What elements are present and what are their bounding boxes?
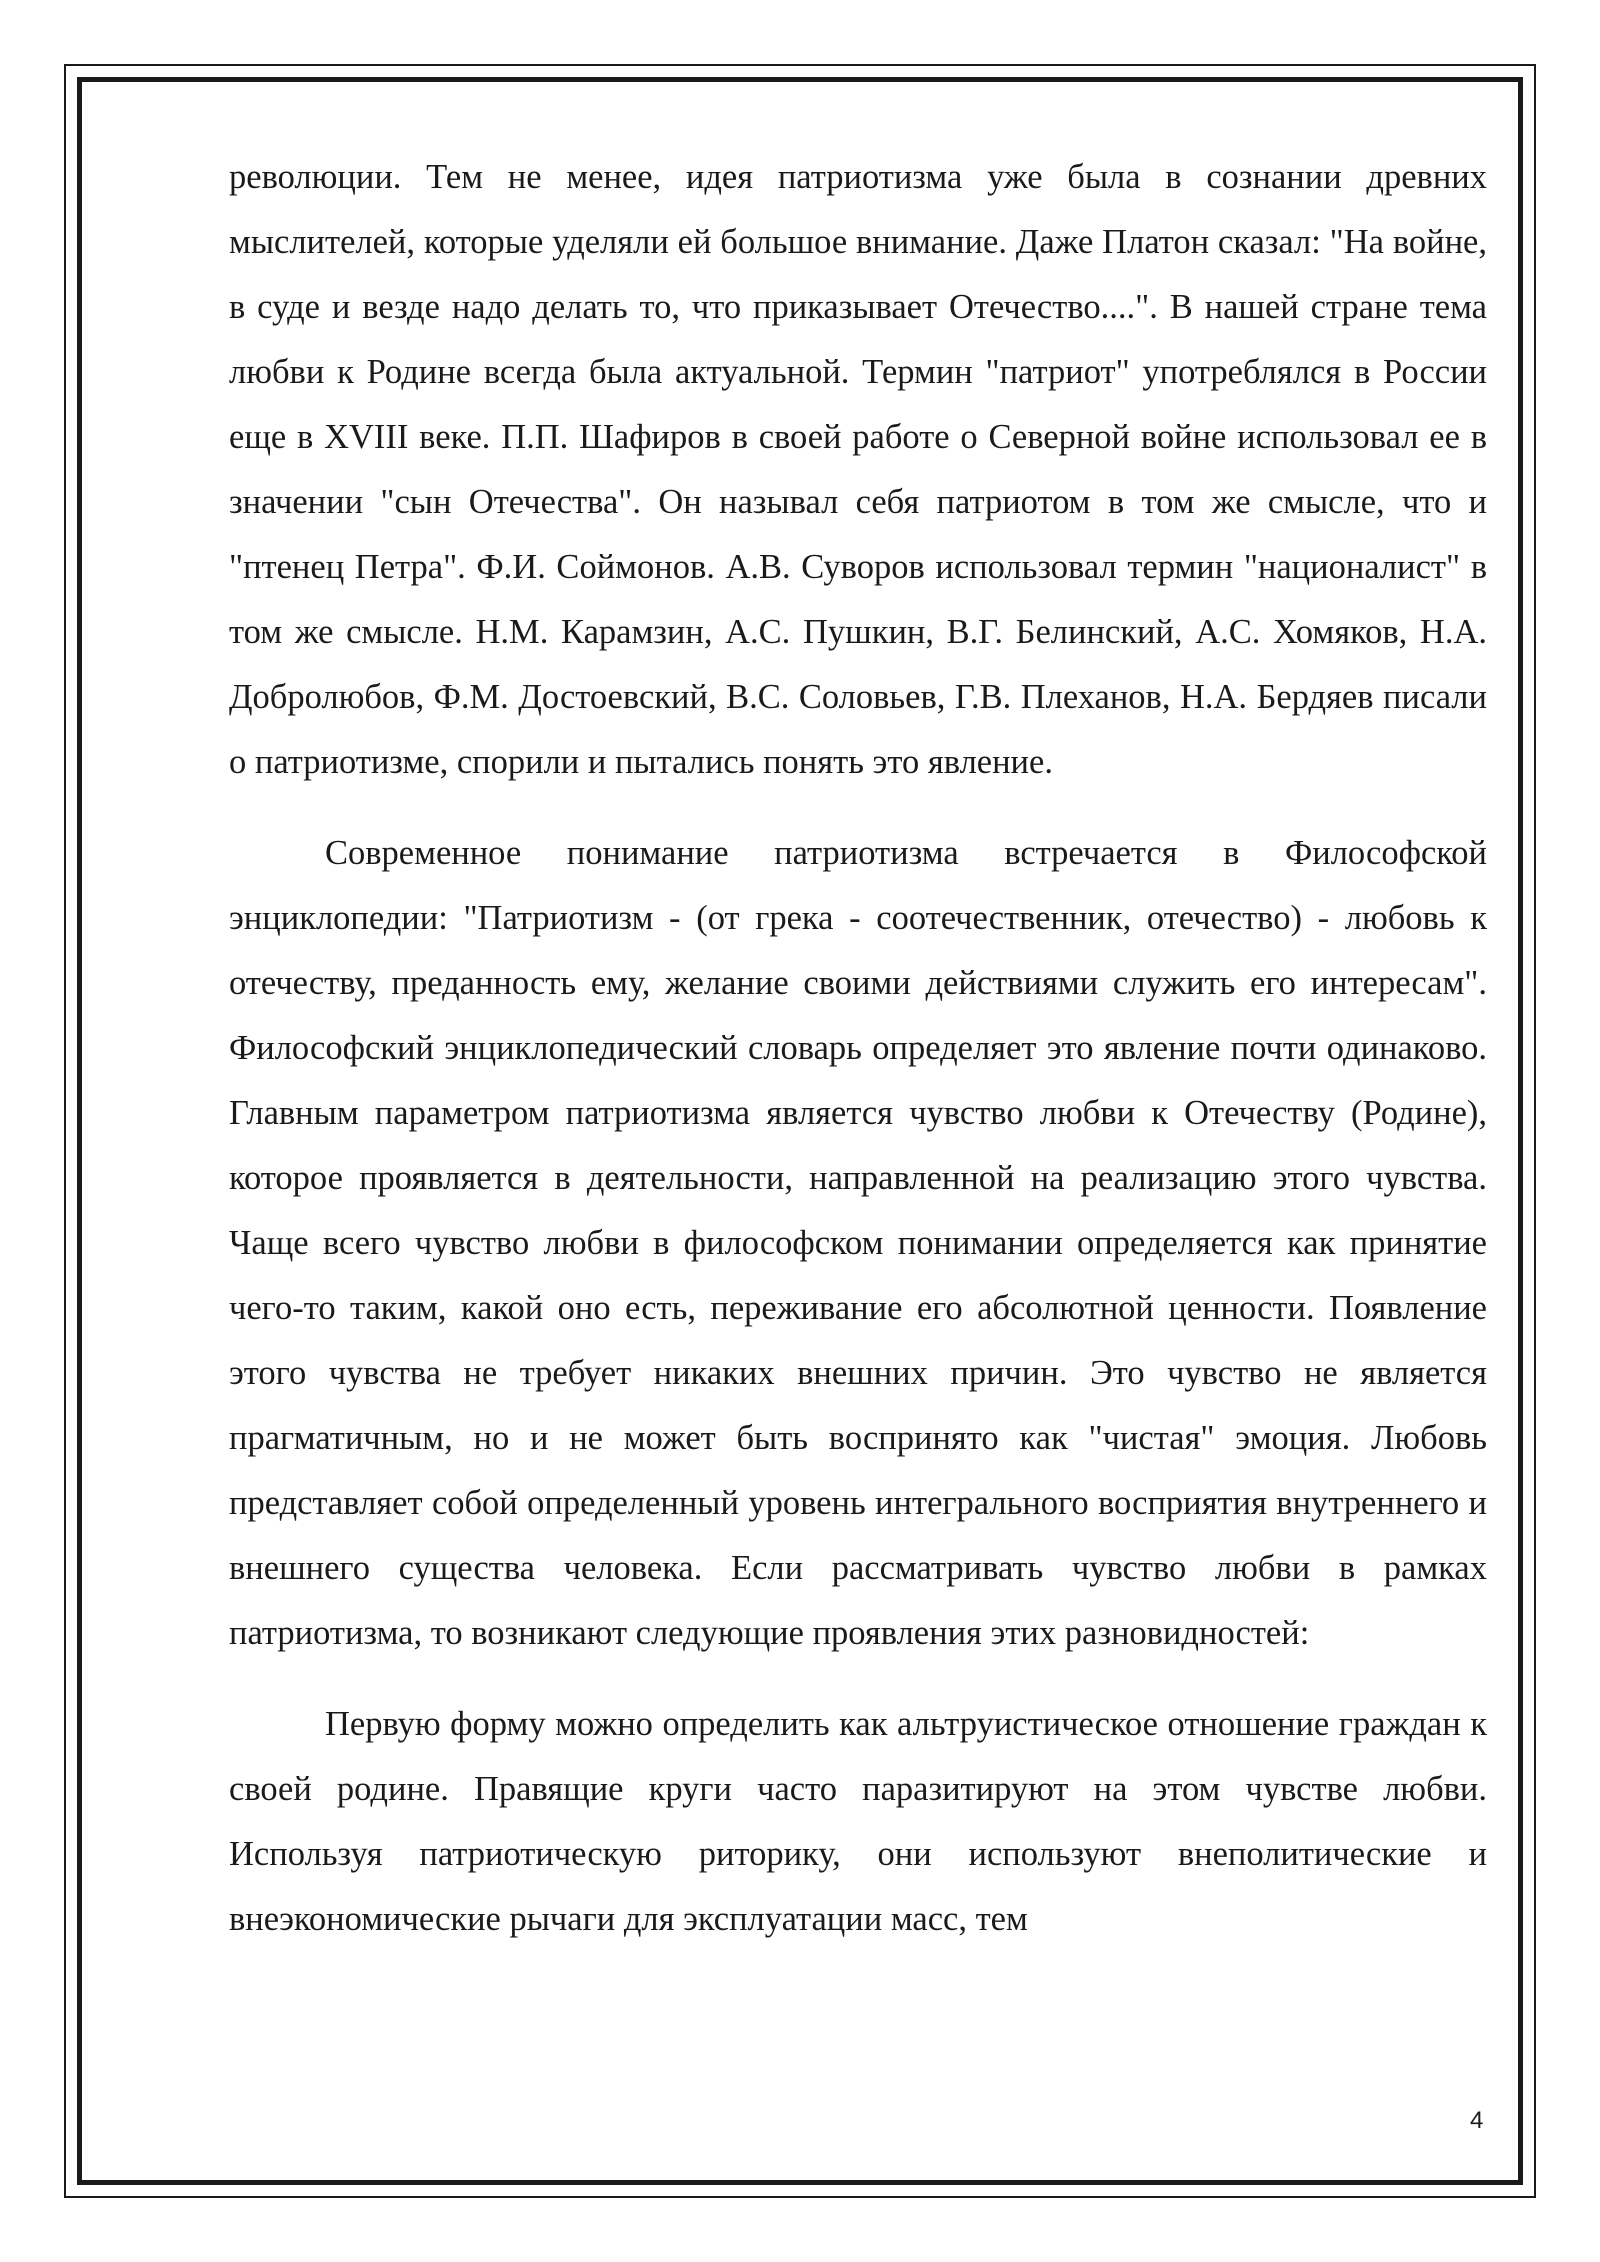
page-number: 4 <box>1470 2107 1484 2134</box>
paragraph-2: Современное понимание патриотизма встречается в Философской энциклопедии: "Патриотизм - (от грека - соотечественник, отечество) - любовь к отечеству, преданность ему, желание своими действиями служить его интересам". Философский энциклопедический словарь определяет это явление почти одинаково. Главным параметром патриотизма является чувство любви к Отечеству (Родине), которое проявляется в деятельности, направленной на реализацию этого чувства. Чаще всего чувство любви в философском понимании определяется как принятие чего-то таким, какой оно есть, переживание его абсолютной ценности. Появление этого чувства не требует никаких внешних причин. Это чувство не является прагматичным, но и не может быть воспринято как "чистая" эмоция. Любовь представляет собой определенный уровень интегрального восприятия внутреннего и внешнего существа человека. Если рассматривать чувство любви в рамках патриотизма, то возникают следующие проявления этих разновидностей: <box>229 834 1487 1652</box>
paragraph-3: Первую форму можно определить как альтруистическое отношение граждан к своей родине. Правящие круги часто паразитируют на этом чувстве любви. Используя патриотическую риторику, они используют внеполитические и внеэкономические рычаги для эксплуатации масс, тем <box>229 1705 1487 1938</box>
document-body <box>229 145 1487 1978</box>
paragraph-1: революции. Тем не менее, идея патриотизма уже была в сознании древних мыслителей, которые уделяли ей большое внимание. Даже Платон сказал: "На войне, в суде и везде надо делать то, что приказывает Отечество....". В нашей стране тема любви к Родине всегда была актуальной. Термин "патриот" употреблялся в России еще в XVIII веке. П.П. Шафиров в своей работе о Северной войне использовал ее в значении "сын Отечества". Он называл себя патриотом в том же смысле, что и "птенец Петра". Ф.И. Соймонов. А.В. Суворов использовал термин "националист" в том же смысле. Н.М. Карамзин, А.С. Пушкин, В.Г. Белинский, А.С. Хомяков, Н.А. Добролюбов, Ф.М. Достоевский, В.С. Соловьев, Г.В. Плеханов, Н.А. Бердяев писали о патриотизме, спорили и пытались понять это явление. <box>229 158 1487 781</box>
